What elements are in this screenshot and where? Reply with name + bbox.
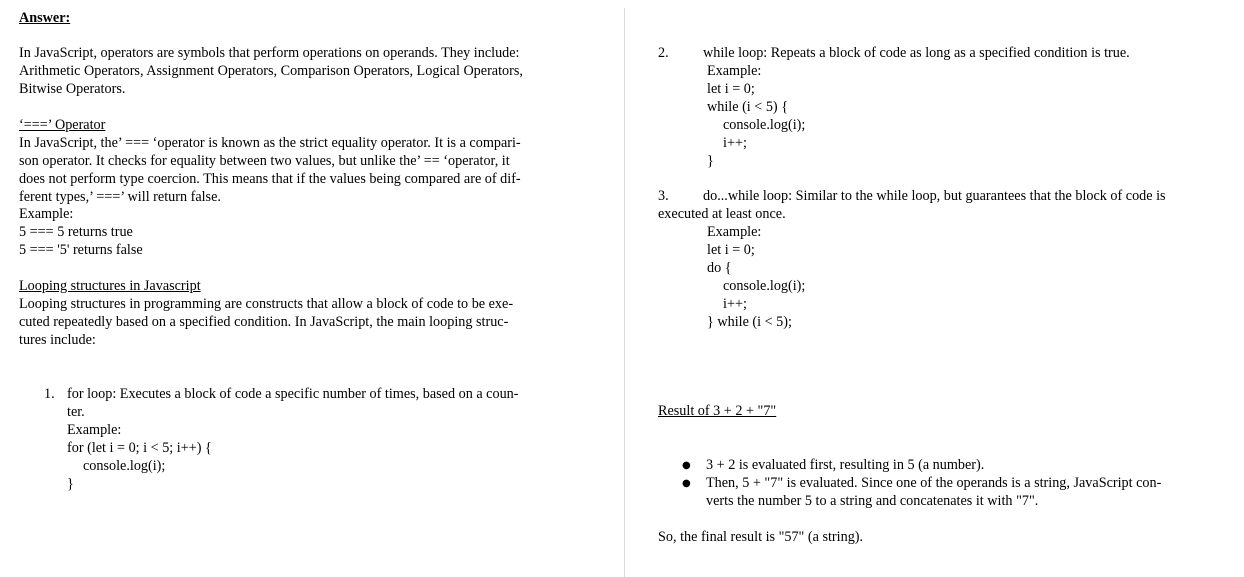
item-1-code-2: console.log(i); xyxy=(83,458,166,474)
item-3-code-4: i++; xyxy=(723,296,747,312)
item-3-line-2: executed at least once. xyxy=(658,206,786,222)
item-1-line-2: ter. xyxy=(67,404,85,420)
intro-line-1: In JavaScript, operators are symbols that perform operations on operands. They include: xyxy=(19,45,520,61)
item-1-line-1: for loop: Executes a block of code a specific number of times, based on a coun- xyxy=(67,386,519,402)
item-1-number: 1. xyxy=(44,386,55,402)
strict-equality-title: ‘===’ Operator xyxy=(19,117,106,133)
item-3-code-2: do { xyxy=(707,260,732,276)
item-2-code-1: let i = 0; xyxy=(707,81,755,97)
bullet-2-line-2: verts the number 5 to a string and concatenates it with "7". xyxy=(706,493,1039,509)
right-column xyxy=(625,0,1244,577)
item-2-code-5: } xyxy=(707,153,714,169)
strict-example-1: 5 === 5 returns true xyxy=(19,224,133,240)
item-2-line-1: while loop: Repeats a block of code as long as a specified condition is true. xyxy=(703,45,1130,61)
item-2-number: 2. xyxy=(658,45,669,61)
item-3-code-5: } while (i < 5); xyxy=(707,314,792,330)
item-3-code-3: console.log(i); xyxy=(723,278,806,294)
item-2-example-label: Example: xyxy=(707,63,762,79)
strict-body-line-4: ferent types,’ ===’ will return false. xyxy=(19,189,221,205)
looping-title: Looping structures in Javascript xyxy=(19,278,201,294)
item-3-line-1: do...while loop: Similar to the while loop, but guarantees that the block of code is xyxy=(703,188,1166,204)
item-1-code-1: for (let i = 0; i < 5; i++) { xyxy=(67,440,212,456)
strict-body-line-3: does not perform type coercion. This means that if the values being compared are of dif- xyxy=(19,171,521,187)
strict-body-line-1: In JavaScript, the’ === ‘operator is known as the strict equality operator. It is a compari- xyxy=(19,135,521,151)
bullet-2-dot: ● xyxy=(682,478,691,489)
strict-example-label: Example: xyxy=(19,206,74,222)
item-2-code-2: while (i < 5) { xyxy=(707,99,789,115)
item-3-code-1: let i = 0; xyxy=(707,242,755,258)
looping-body-line-1: Looping structures in programming are constructs that allow a block of code to be exe- xyxy=(19,296,514,312)
intro-line-2: Arithmetic Operators, Assignment Operators, Comparison Operators, Logical Operators, xyxy=(19,63,523,79)
bullet-2-line-1: Then, 5 + "7" is evaluated. Since one of the operands is a string, JavaScript con- xyxy=(706,475,1162,491)
item-2-code-4: i++; xyxy=(723,135,747,151)
looping-body-line-2: cuted repeatedly based on a specified condition. In JavaScript, the main looping struc- xyxy=(19,314,509,330)
looping-body-line-3: tures include: xyxy=(19,332,96,348)
bullet-1-line-1: 3 + 2 is evaluated first, resulting in 5 (a number). xyxy=(706,457,985,473)
bullet-1-dot: ● xyxy=(682,460,691,471)
result-title: Result of 3 + 2 + "7" xyxy=(658,403,777,419)
item-2-code-3: console.log(i); xyxy=(723,117,806,133)
conclusion: So, the final result is "57" (a string). xyxy=(658,529,864,545)
item-3-number: 3. xyxy=(658,188,669,204)
answer-heading: Answer: xyxy=(19,10,71,26)
intro-line-3: Bitwise Operators. xyxy=(19,81,126,97)
item-1-example-label: Example: xyxy=(67,422,122,438)
strict-body-line-2: son operator. It checks for equality between two values, but unlike the’ == ‘operator, it xyxy=(19,153,510,169)
item-3-example-label: Example: xyxy=(707,224,762,240)
strict-example-2: 5 === '5' returns false xyxy=(19,242,143,258)
item-1-code-3: } xyxy=(67,476,74,492)
